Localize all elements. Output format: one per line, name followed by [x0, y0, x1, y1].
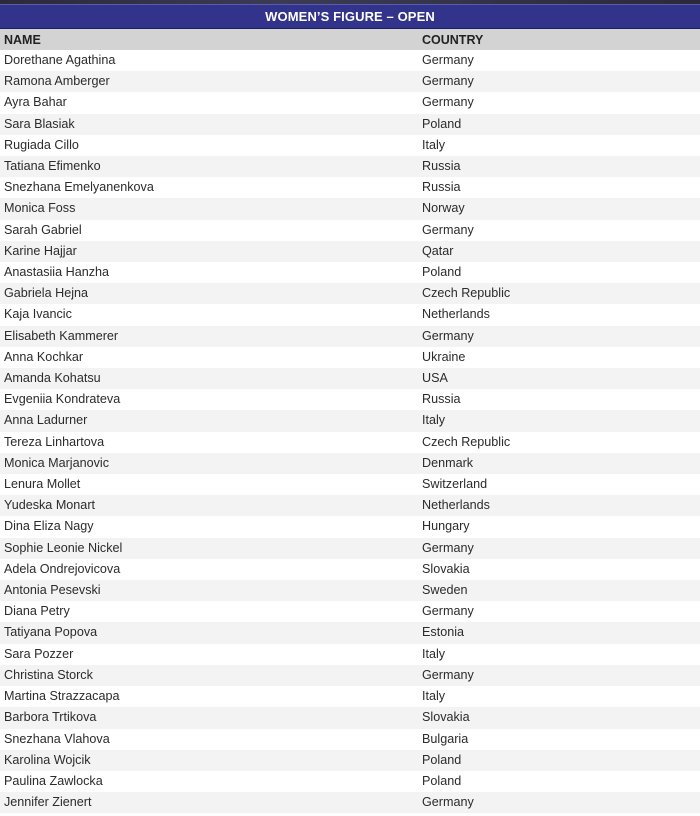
competitor-country: Netherlands	[418, 495, 700, 516]
competitor-name: Tatiana Efimenko	[0, 156, 418, 177]
competitor-name: Tereza Linhartova	[0, 432, 418, 453]
table-row	[0, 114, 700, 135]
competitor-name: Paulina Zawlocka	[0, 771, 418, 792]
competitor-name: Karolina Wojcik	[0, 750, 418, 771]
table-row	[0, 495, 700, 516]
competitor-name: Kaja Ivancic	[0, 304, 418, 325]
competitor-country: Italy	[418, 644, 700, 665]
competitor-country: Denmark	[418, 453, 700, 474]
table-row	[0, 220, 700, 241]
competitor-country: Germany	[418, 665, 700, 686]
competitor-name: Diana Petry	[0, 601, 418, 622]
table-row	[0, 326, 700, 347]
table-row	[0, 580, 700, 601]
competitor-name: Monica Foss	[0, 198, 418, 219]
competitor-name: Anna Ladurner	[0, 410, 418, 431]
table-row	[0, 92, 700, 113]
competitor-country: Norway	[418, 198, 700, 219]
table-row	[0, 241, 700, 262]
table-row	[0, 686, 700, 707]
competitor-country: Germany	[418, 92, 700, 113]
competitor-name: Monica Marjanovic	[0, 453, 418, 474]
table-row	[0, 538, 700, 559]
table-row	[0, 707, 700, 728]
competitor-country: Poland	[418, 750, 700, 771]
competitor-country: Germany	[418, 538, 700, 559]
table-row	[0, 453, 700, 474]
competitor-name: Rugiada Cillo	[0, 135, 418, 156]
competitor-name: Dina Eliza Nagy	[0, 516, 418, 537]
competitor-name: Sara Pozzer	[0, 644, 418, 665]
competitor-country: Switzerland	[418, 474, 700, 495]
competitor-name: Martina Strazzacapa	[0, 686, 418, 707]
competitor-country: Italy	[418, 135, 700, 156]
competitor-country: Italy	[418, 410, 700, 431]
table-row	[0, 474, 700, 495]
table-row	[0, 177, 700, 198]
table-row	[0, 389, 700, 410]
table-row	[0, 347, 700, 368]
competitor-country: Italy	[418, 686, 700, 707]
competitor-country: Russia	[418, 156, 700, 177]
competitor-name: Ayra Bahar	[0, 92, 418, 113]
competitor-country: Germany	[418, 601, 700, 622]
competitor-name: Barbora Trtikova	[0, 707, 418, 728]
table-row	[0, 750, 700, 771]
competitor-country: Bulgaria	[418, 729, 700, 750]
table-title: WOMEN’S FIGURE – OPEN	[265, 9, 435, 24]
competitor-name: Snezhana Emelyanenkova	[0, 177, 418, 198]
table-row	[0, 792, 700, 813]
competitor-name: Gabriela Hejna	[0, 283, 418, 304]
competitor-country: Russia	[418, 389, 700, 410]
competitor-country: Qatar	[418, 241, 700, 262]
competitor-name: Karine Hajjar	[0, 241, 418, 262]
competitor-country: Czech Republic	[418, 432, 700, 453]
table-row	[0, 559, 700, 580]
table-row	[0, 50, 700, 71]
competitor-country: Germany	[418, 792, 700, 813]
table-title-bar	[0, 4, 700, 29]
competitor-country: Ukraine	[418, 347, 700, 368]
table-row	[0, 432, 700, 453]
table-row	[0, 729, 700, 750]
table-body	[0, 50, 700, 813]
competitor-name: Sophie Leonie Nickel	[0, 538, 418, 559]
competitor-country: USA	[418, 368, 700, 389]
competitor-name: Jennifer Zienert	[0, 792, 418, 813]
table-row	[0, 71, 700, 92]
competitor-country: Germany	[418, 326, 700, 347]
competitor-country: Sweden	[418, 580, 700, 601]
table-row	[0, 135, 700, 156]
competitor-name: Dorethane Agathina	[0, 50, 418, 71]
column-header-name: NAME	[0, 29, 418, 50]
competitors-table	[0, 29, 700, 813]
competitor-name: Antonia Pesevski	[0, 580, 418, 601]
header-row	[0, 29, 700, 50]
competitor-country: Germany	[418, 71, 700, 92]
competitor-name: Snezhana Vlahova	[0, 729, 418, 750]
competitor-country: Germany	[418, 220, 700, 241]
column-header-country: COUNTRY	[418, 29, 700, 50]
competitor-name: Anna Kochkar	[0, 347, 418, 368]
competitor-country: Netherlands	[418, 304, 700, 325]
competitor-name: Amanda Kohatsu	[0, 368, 418, 389]
competitor-name: Evgeniia Kondrateva	[0, 389, 418, 410]
competitor-country: Russia	[418, 177, 700, 198]
competitor-name: Sarah Gabriel	[0, 220, 418, 241]
table-row	[0, 262, 700, 283]
table-row	[0, 771, 700, 792]
competitor-country: Poland	[418, 262, 700, 283]
competitor-name: Christina Storck	[0, 665, 418, 686]
competitor-country: Estonia	[418, 622, 700, 643]
table-row	[0, 516, 700, 537]
table-row	[0, 368, 700, 389]
competitor-country: Germany	[418, 50, 700, 71]
competitor-name: Anastasiia Hanzha	[0, 262, 418, 283]
table-row	[0, 198, 700, 219]
competitor-country: Slovakia	[418, 559, 700, 580]
competitor-name: Adela Ondrejovicova	[0, 559, 418, 580]
competitor-name: Sara Blasiak	[0, 114, 418, 135]
table-row	[0, 665, 700, 686]
competitor-country: Poland	[418, 114, 700, 135]
table-row	[0, 644, 700, 665]
table-row	[0, 156, 700, 177]
table-row	[0, 622, 700, 643]
competitor-name: Lenura Mollet	[0, 474, 418, 495]
competitor-name: Yudeska Monart	[0, 495, 418, 516]
table-row	[0, 304, 700, 325]
competitor-name: Ramona Amberger	[0, 71, 418, 92]
competitor-name: Elisabeth Kammerer	[0, 326, 418, 347]
competitor-country: Hungary	[418, 516, 700, 537]
table-row	[0, 283, 700, 304]
table-row	[0, 601, 700, 622]
competitor-country: Czech Republic	[418, 283, 700, 304]
competitor-name: Tatiyana Popova	[0, 622, 418, 643]
table-row	[0, 410, 700, 431]
competitor-country: Poland	[418, 771, 700, 792]
competitor-country: Slovakia	[418, 707, 700, 728]
